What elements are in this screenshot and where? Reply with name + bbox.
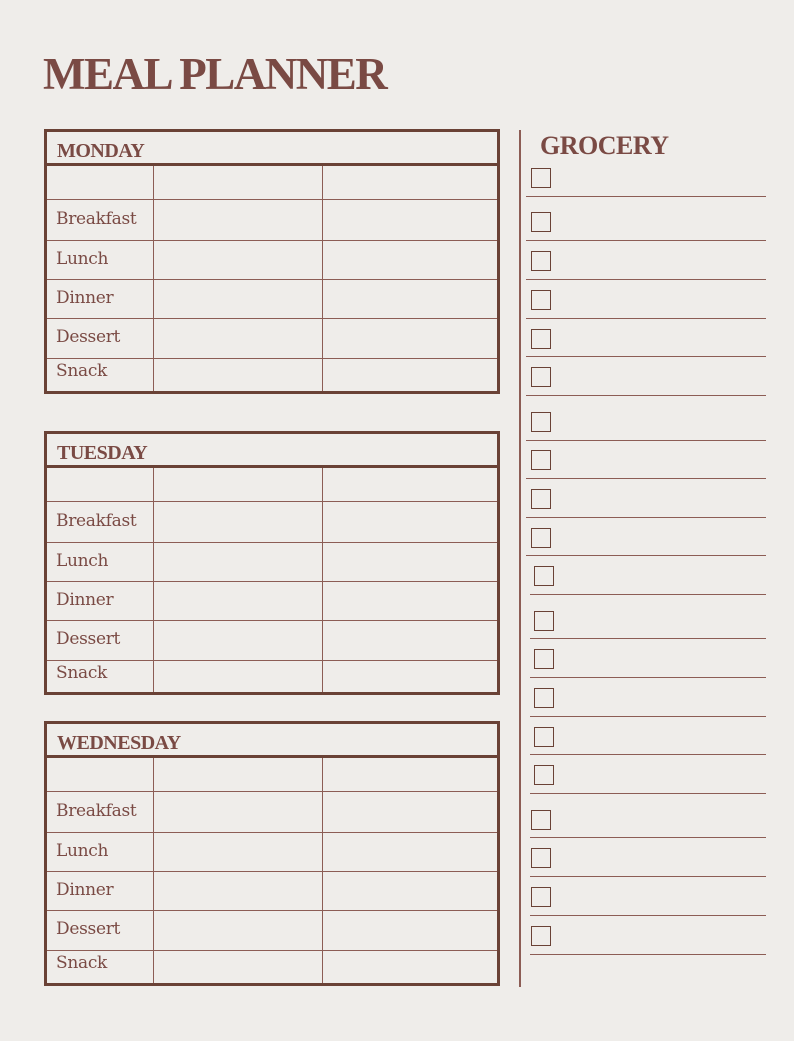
entry-cell[interactable]	[154, 582, 323, 620]
meal-label: Snack	[56, 953, 108, 973]
grocery-line[interactable]	[526, 240, 766, 241]
entry-cell[interactable]	[154, 792, 323, 832]
table-row	[47, 951, 497, 983]
entry-cell[interactable]	[154, 468, 323, 501]
meal-label: Breakfast	[56, 511, 137, 531]
checkbox[interactable]	[531, 212, 551, 232]
checkbox[interactable]	[531, 168, 551, 188]
day-header	[47, 724, 497, 758]
entry-cell[interactable]	[323, 241, 497, 279]
table-row	[47, 792, 497, 833]
meal-label: Snack	[56, 663, 108, 683]
entry-cell[interactable]	[323, 543, 497, 581]
meal-label: Breakfast	[56, 801, 137, 821]
checkbox[interactable]	[531, 887, 551, 907]
grocery-item	[526, 566, 766, 602]
grocery-line[interactable]	[530, 876, 766, 877]
meal-cell	[47, 280, 154, 318]
entry-cell[interactable]	[323, 833, 497, 871]
checkbox[interactable]	[531, 528, 551, 548]
grocery-item	[526, 450, 766, 486]
entry-cell[interactable]	[154, 911, 323, 950]
checkbox[interactable]	[534, 688, 554, 708]
grocery-item	[526, 611, 766, 647]
meal-cell[interactable]	[47, 166, 154, 199]
entry-cell[interactable]	[323, 319, 497, 358]
meal-label: Breakfast	[56, 209, 137, 229]
grocery-line[interactable]	[530, 716, 766, 717]
grocery-item	[526, 887, 766, 923]
entry-cell[interactable]	[154, 661, 323, 692]
meal-cell	[47, 319, 154, 358]
entry-cell[interactable]	[154, 166, 323, 199]
day-name: TUESDAY	[57, 442, 148, 464]
grocery-line[interactable]	[526, 555, 766, 556]
grocery-item	[526, 810, 766, 846]
meal-cell	[47, 792, 154, 832]
checkbox[interactable]	[531, 926, 551, 946]
grocery-item	[526, 168, 766, 204]
meal-label: Dessert	[56, 629, 121, 649]
checkbox[interactable]	[534, 566, 554, 586]
entry-cell[interactable]	[154, 502, 323, 542]
day-table-wednesday	[44, 721, 500, 986]
table-row	[47, 200, 497, 241]
table-row	[47, 661, 497, 692]
grocery-line[interactable]	[526, 395, 766, 396]
grocery-line[interactable]	[526, 318, 766, 319]
grocery-line[interactable]	[530, 915, 766, 916]
grocery-line[interactable]	[530, 954, 766, 955]
table-row	[47, 758, 497, 792]
day-header	[47, 434, 497, 468]
grocery-item	[526, 926, 766, 962]
entry-cell[interactable]	[323, 468, 497, 501]
checkbox[interactable]	[531, 450, 551, 470]
meal-cell	[47, 200, 154, 240]
table-row	[47, 582, 497, 621]
table-row	[47, 241, 497, 280]
entry-cell[interactable]	[323, 661, 497, 692]
entry-cell[interactable]	[323, 502, 497, 542]
entry-cell[interactable]	[154, 319, 323, 358]
grocery-line[interactable]	[526, 517, 766, 518]
day-name: WEDNESDAY	[57, 732, 181, 754]
meal-cell	[47, 833, 154, 871]
grocery-line[interactable]	[530, 677, 766, 678]
meal-cell	[47, 951, 154, 983]
grocery-line[interactable]	[530, 594, 766, 595]
grocery-item	[526, 367, 766, 403]
day-table-monday	[44, 129, 500, 394]
meal-label: Snack	[56, 361, 108, 381]
entry-cell[interactable]	[154, 833, 323, 871]
entry-cell[interactable]	[154, 359, 323, 391]
entry-cell[interactable]	[154, 872, 323, 910]
table-row	[47, 911, 497, 951]
table-row	[47, 468, 497, 502]
entry-cell[interactable]	[323, 280, 497, 318]
grocery-item	[526, 251, 766, 287]
grocery-item	[526, 765, 766, 801]
grocery-item	[526, 649, 766, 685]
entry-cell[interactable]	[323, 951, 497, 983]
entry-cell[interactable]	[323, 582, 497, 620]
checkbox[interactable]	[534, 611, 554, 631]
meal-cell	[47, 621, 154, 660]
grocery-item	[526, 848, 766, 884]
meal-cell	[47, 582, 154, 620]
checkbox[interactable]	[531, 367, 551, 387]
meal-cell	[47, 241, 154, 279]
grocery-line[interactable]	[526, 196, 766, 197]
grocery-line[interactable]	[530, 638, 766, 639]
checkbox[interactable]	[531, 848, 551, 868]
table-row	[47, 543, 497, 582]
entry-cell[interactable]	[154, 200, 323, 240]
entry-cell[interactable]	[154, 621, 323, 660]
entry-cell[interactable]	[323, 792, 497, 832]
grocery-line[interactable]	[526, 440, 766, 441]
entry-cell[interactable]	[154, 951, 323, 983]
meal-cell	[47, 543, 154, 581]
meal-label: Dinner	[56, 590, 114, 610]
entry-cell[interactable]	[154, 280, 323, 318]
grocery-item	[526, 412, 766, 448]
checkbox[interactable]	[534, 649, 554, 669]
grocery-title: GROCERY	[540, 131, 669, 160]
grocery-line[interactable]	[530, 754, 766, 755]
grocery-line[interactable]	[530, 793, 766, 794]
entry-cell[interactable]	[323, 200, 497, 240]
entry-cell[interactable]	[154, 758, 323, 791]
entry-cell[interactable]	[154, 241, 323, 279]
grocery-item	[526, 688, 766, 724]
checkbox[interactable]	[534, 727, 554, 747]
meal-cell	[47, 502, 154, 542]
meal-label: Lunch	[56, 841, 109, 861]
grocery-item	[526, 727, 766, 763]
grocery-item	[526, 329, 766, 365]
table-row	[47, 621, 497, 661]
entry-cell[interactable]	[323, 621, 497, 660]
table-row	[47, 833, 497, 872]
table-row	[47, 280, 497, 319]
grocery-line[interactable]	[530, 837, 766, 838]
checkbox[interactable]	[531, 251, 551, 271]
table-row	[47, 359, 497, 391]
grocery-line[interactable]	[526, 356, 766, 357]
checkbox[interactable]	[531, 489, 551, 509]
day-table-tuesday	[44, 431, 500, 695]
table-row	[47, 166, 497, 200]
meal-label: Lunch	[56, 551, 109, 571]
checkbox[interactable]	[531, 412, 551, 432]
entry-cell[interactable]	[323, 166, 497, 199]
meal-label: Dessert	[56, 327, 121, 347]
entry-cell[interactable]	[323, 359, 497, 391]
table-row	[47, 872, 497, 911]
day-header	[47, 132, 497, 166]
meal-cell[interactable]	[47, 468, 154, 501]
meal-cell	[47, 911, 154, 950]
meal-cell	[47, 359, 154, 391]
grocery-item	[526, 528, 766, 564]
meal-label: Dinner	[56, 288, 114, 308]
column-divider	[519, 130, 521, 987]
meal-cell[interactable]	[47, 758, 154, 791]
day-name: MONDAY	[57, 140, 145, 162]
grocery-item	[526, 489, 766, 525]
meal-label: Dessert	[56, 919, 121, 939]
entry-cell[interactable]	[323, 758, 497, 791]
table-row	[47, 319, 497, 359]
checkbox[interactable]	[531, 810, 551, 830]
meal-label: Lunch	[56, 249, 109, 269]
meal-cell	[47, 872, 154, 910]
checkbox[interactable]	[534, 765, 554, 785]
page-title: MEAL PLANNER	[43, 49, 387, 99]
entry-cell[interactable]	[323, 911, 497, 950]
checkbox[interactable]	[531, 329, 551, 349]
grocery-line[interactable]	[526, 279, 766, 280]
entry-cell[interactable]	[154, 543, 323, 581]
grocery-item	[526, 290, 766, 326]
table-row	[47, 502, 497, 543]
checkbox[interactable]	[531, 290, 551, 310]
entry-cell[interactable]	[323, 872, 497, 910]
meal-cell	[47, 661, 154, 692]
grocery-line[interactable]	[526, 478, 766, 479]
grocery-item	[526, 212, 766, 248]
meal-label: Dinner	[56, 880, 114, 900]
